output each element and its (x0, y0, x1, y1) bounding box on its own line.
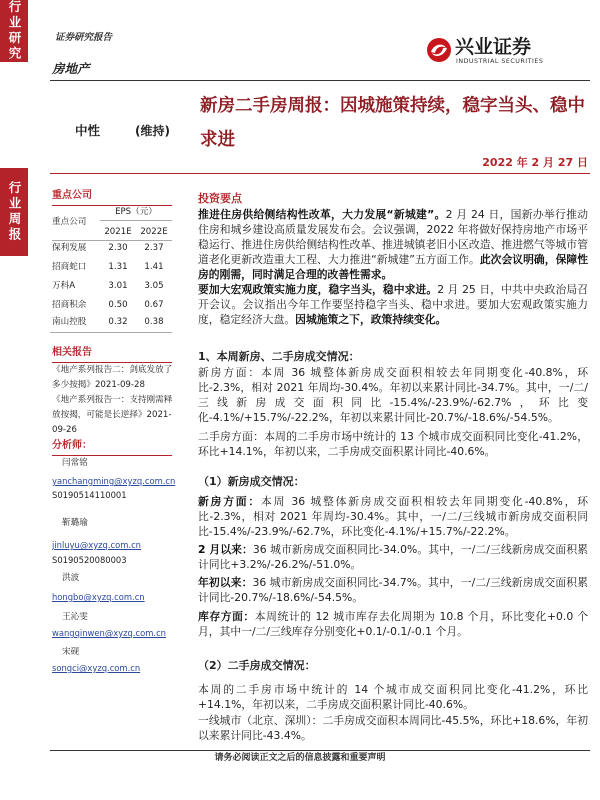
investment-summary-heading: 投资要点 (198, 192, 242, 205)
table-row-eps: 1.41 (144, 262, 164, 272)
new-home-item-label: 库存方面： (198, 610, 255, 623)
analyst-license: S0190520080003 (52, 555, 127, 565)
summary-lead: 推进住房供给侧结构性改革，大力发展“新城建”。 (198, 208, 446, 221)
company-column-header: 重点公司 (52, 217, 87, 227)
analyst-email-link[interactable]: hongbo@xyzq.com.cn (52, 592, 145, 602)
rating-value: 中性 (75, 123, 101, 138)
year-header: 2022E (140, 227, 168, 237)
second-hand-item: 一线城市（北京、深圳）：二手房成交面积本周同比-45.5%，环比+18.6%，年初以来累计同比-43.4%。 (198, 714, 588, 742)
table-row-eps: 1.31 (108, 262, 128, 272)
analyst-email-link[interactable]: jinluyu@xyzq.com.cn (52, 540, 141, 550)
new-home-item (198, 609, 588, 639)
summary-body: 2 月 25 日，中共中央政治局召开会议。会议指出今年工作要坚持稳字当头、稳中求进。要加大宏观政策实施力度，稳定经济大盘。 (198, 283, 589, 326)
footer-disclaimer: 请务必阅读正文之后的信息披露和重要声明 (214, 753, 386, 763)
sidebar-tag-top-label: 行业研究 (7, 0, 22, 62)
table-row-eps: 0.50 (108, 300, 128, 310)
table-row-eps: 2.30 (108, 243, 128, 253)
rating-note: (维持) (135, 124, 170, 138)
brand-name-en: INDUSTRIAL SECURITIES (456, 58, 544, 65)
header-divider (50, 80, 590, 81)
table-row-eps: 0.32 (108, 317, 128, 327)
report-title-line-2: 求进 (200, 130, 235, 150)
date-divider (50, 173, 590, 174)
summary-conclusion: 此次会议明确，保障性房的刚需，同时满足合理的改善性需求。 (198, 253, 589, 281)
footer-divider (50, 750, 590, 751)
eps-header-divider (100, 220, 172, 221)
new-home-item-text: 36 城市新房成交面积同比-34.0%。其中，一/二/三线新房成交面积累计同比+3.2%/-26.2%/-51.0%。 (198, 543, 589, 571)
table-row-company: 招商积余 (52, 300, 87, 310)
summary-paragraph (198, 282, 588, 327)
table-row-eps: 3.05 (144, 281, 164, 291)
new-home-item (198, 575, 588, 605)
summary-body: 2 月 24 日，国新办举行推动住房和城乡建设高质量发展发布会。会议强调，2022 年将做好保持房地产市场平稳运行、推进住房供给侧结构性改革、推进城镇老旧小区改造、推进燃气等城市管道老化更新改造重大工程、大力推进“新城建”五方面工作。 (198, 208, 588, 266)
weekly-section-heading: 1、本周新房、二手房成交情况： (198, 350, 360, 363)
table-row-company: 招商蛇口 (52, 262, 87, 272)
key-companies-heading: 重点公司 (52, 189, 172, 206)
related-report-item[interactable]: 《地产系列报告二：剑底发放了多少按揭》2021-09-28 (52, 365, 173, 390)
analyst-name: 靳璐瑜 (62, 518, 88, 528)
analyst-email-link[interactable]: songci@xyzq.com.cn (52, 663, 141, 673)
brand-name-cn: 兴业证券 (455, 36, 532, 58)
new-home-item-text: 本周统计的 12 城市库存去化周期为 10.8 个月，环比变化+0.0 个月，其中一/二/三线库存分别变化+0.1/-0.1/-0.1 个月。 (198, 610, 588, 638)
related-reports-heading: 相关报告 (52, 346, 172, 363)
table-row-company: 南山控股 (52, 317, 87, 327)
sidebar-tag-industry-weekly (0, 168, 28, 256)
table-row-company: 万科A (52, 281, 76, 291)
second-hand-summary: 二手房方面：本周的二手房市场中统计的 13 个城市成交面积同比变化-41.2%，环比+14.1%，年初以来，二手房成交面积累计同比-40.6%。 (198, 430, 588, 458)
analyst-license: S0190514110001 (52, 490, 127, 500)
summary-lead: 要加大宏观政策实施力度，稳字当头，稳中求进。 (198, 283, 438, 296)
new-home-item-label: 新房方面： (198, 495, 261, 508)
analysts-heading: 分析师： (52, 439, 172, 456)
brand-swirl-icon (426, 37, 452, 63)
analyst-name: 闫常铭 (62, 458, 88, 468)
summary-conclusion: 因城施策之下，政策持续变化。 (295, 313, 447, 326)
new-home-item (198, 542, 588, 572)
table-row-eps: 2.37 (144, 243, 164, 253)
table-row-eps: 0.67 (144, 300, 164, 310)
new-home-item-text: 36 城市新房成交面积同比-34.7%。其中，一/二/三线新房成交面积累计同比-20.7%/-18.6%/-54.5%。 (198, 576, 589, 604)
analyst-name: 宋砚 (62, 647, 80, 657)
year-header: 2021E (104, 227, 132, 237)
table-row-company: 保利发展 (52, 243, 87, 253)
related-report-item[interactable]: 《地产系列报告一：支持刚需释放按揭，可能是长逆择》2021-09-26 (52, 395, 173, 435)
table-row-eps: 3.01 (108, 281, 128, 291)
new-home-item (198, 494, 588, 539)
new-home-item-label: 2 月以来： (198, 543, 253, 556)
analyst-email-link[interactable]: wangqinwen@xyzq.com.cn (52, 628, 166, 638)
new-home-subheading: （1）新房成交情况： (198, 475, 305, 488)
second-hand-subheading: （2）二手房成交情况： (198, 659, 316, 672)
new-home-item-label: 年初以来： (198, 576, 253, 589)
analyst-name: 王沁雯 (62, 612, 88, 622)
sidebar-tag-middle-label: 行业周报 (7, 181, 22, 243)
table-row-eps: 0.38 (144, 317, 164, 327)
report-date: 2022 年 2 月 27 日 (482, 156, 588, 169)
report-type-label: 证券研究报告 (55, 32, 113, 43)
analyst-name: 洪波 (62, 573, 80, 583)
sidebar-tag-industry-research (0, 0, 28, 62)
new-home-item-text: 本周 36 城整体新房成交面积相较去年同期变化-40.8%，环比-2.3%，相对 2021 年周均-30.4%。其中，一/二/三线城市新房成交面积同比-15.4%/-23.9%/-62.7%，环比变化-4.1%/+15.7%/-22.2%。 (198, 495, 588, 538)
summary-paragraph (198, 207, 588, 282)
table-bottom-divider (50, 332, 172, 333)
analyst-email-link[interactable]: yanchangming@xyzq.com.cn (52, 476, 176, 486)
second-hand-item: 本周的二手房市场中统计的 14 个城市成交面积同比变化-41.2%，环比+14.1%，年初以来，二手房成交面积累计同比-40.6%。 (198, 683, 588, 711)
report-title-line-1: 新房二手房周报：因城施策持续，稳字当头、稳中 (200, 96, 585, 116)
new-home-summary: 新房方面：本周 36 城整体新房成交面积相较去年同期变化-40.8%，环比-2.3%，相对 2021 年周均-30.4%。年初以来累计同比-34.7%。其中，一/二/三线新房成交面积同比-15.4%/-23.9%/-62.7%，环比变化-4.1%/+15.7%/-22.2%，年初以来累计同比-20.7%/-18.6%/-54.5%。 (198, 366, 588, 424)
eps-header: EPS（元） (115, 207, 157, 217)
sector-label: 房地产 (52, 61, 90, 76)
